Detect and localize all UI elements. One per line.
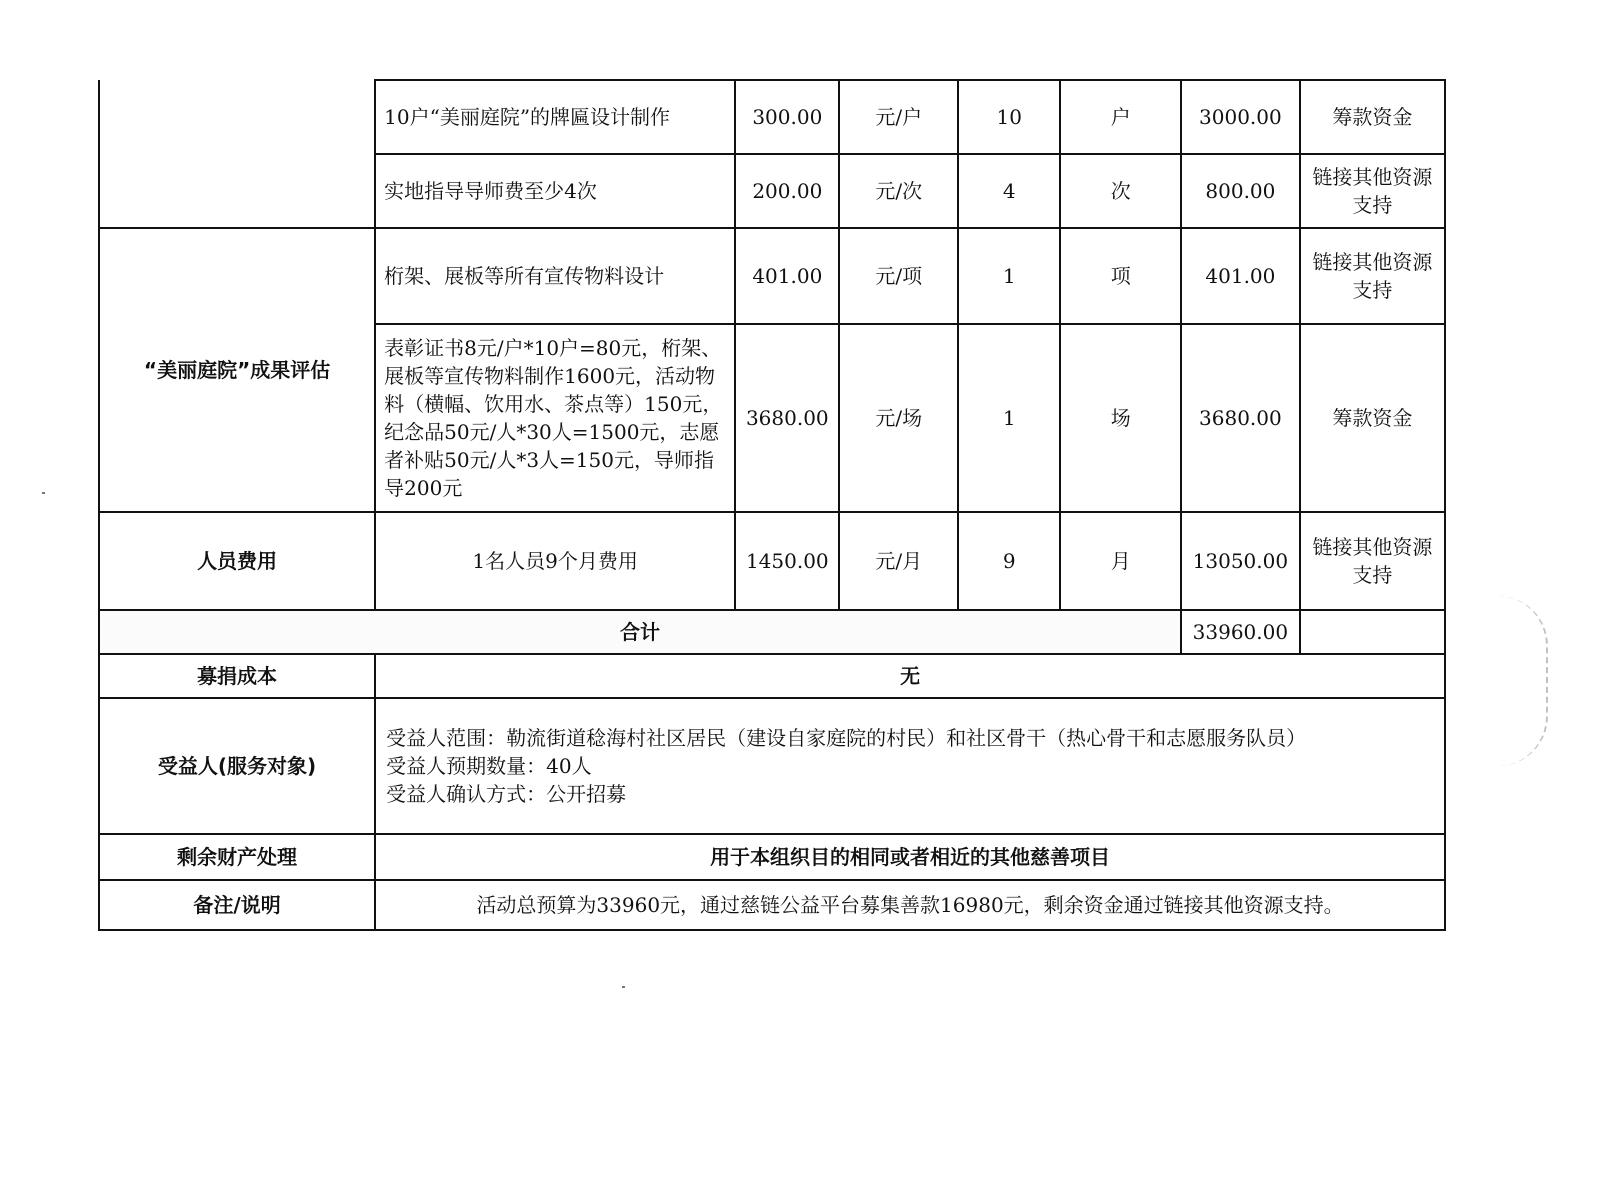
- unit-price-cell: 元/场: [839, 324, 958, 512]
- unit-cell: 户: [1060, 80, 1181, 154]
- source-cell: 链接其他资源支持: [1300, 228, 1445, 324]
- budget-table: [98, 79, 1446, 931]
- fundraising-cost-value: 无: [375, 654, 1445, 698]
- item-cell: 1名人员9个月费用: [375, 512, 735, 610]
- item-cell: 10户“美丽庭院”的牌匾设计制作: [375, 80, 735, 154]
- category-cell: “美丽庭院”成果评估: [99, 228, 375, 512]
- notes-value: 活动总预算为33960元，通过慈链公益平台募集善款16980元，剩余资金通过链接其他资源支持。: [375, 880, 1445, 930]
- price-cell: 200.00: [735, 154, 839, 228]
- beneficiary-scope: 受益人范围：勒流街道稔海村社区居民（建设自家庭院的村民）和社区骨干（热心骨干和志愿服务队员）: [386, 726, 1307, 750]
- unit-price-cell: 元/户: [839, 80, 958, 154]
- notes-row: [99, 880, 1445, 930]
- surplus-label: 剩余财产处理: [99, 834, 375, 880]
- item-cell: 实地指导导师费至少4次: [375, 154, 735, 228]
- qty-cell: 1: [958, 324, 1060, 512]
- beneficiaries-label: 受益人(服务对象): [99, 698, 375, 834]
- amount-cell: 13050.00: [1181, 512, 1300, 610]
- total-amount: 33960.00: [1181, 610, 1300, 654]
- table-row: [99, 512, 1445, 610]
- beneficiaries-content: [375, 698, 1445, 834]
- unit-cell: 月: [1060, 512, 1181, 610]
- qty-cell: 4: [958, 154, 1060, 228]
- qty-cell: 10: [958, 80, 1060, 154]
- unit-cell: 项: [1060, 228, 1181, 324]
- price-cell: 401.00: [735, 228, 839, 324]
- unit-price-cell: 元/次: [839, 154, 958, 228]
- source-cell: 筹款资金: [1300, 80, 1445, 154]
- item-cell: 表彰证书8元/户*10户=80元，桁架、展板等宣传物料制作1600元，活动物料（横幅、饮用水、茶点等）150元，纪念品50元/人*30人=1500元，志愿者补贴50元/人*3人=150元，导师指导200元: [375, 324, 735, 512]
- unit-cell: 次: [1060, 154, 1181, 228]
- surplus-row: [99, 834, 1445, 880]
- category-cell: 人员费用: [99, 512, 375, 610]
- fundraising-cost-label: 募捐成本: [99, 654, 375, 698]
- beneficiary-confirm-method: 受益人确认方式：公开招募: [386, 782, 627, 806]
- partial-seal-mark: [1498, 596, 1548, 766]
- source-cell: 筹款资金: [1300, 324, 1445, 512]
- total-label: 合计: [99, 610, 1181, 654]
- scan-speck: [622, 986, 625, 988]
- qty-cell: 1: [958, 228, 1060, 324]
- notes-label: 备注/说明: [99, 880, 375, 930]
- item-cell: 桁架、展板等所有宣传物料设计: [375, 228, 735, 324]
- table-row: [99, 80, 1445, 154]
- unit-price-cell: 元/月: [839, 512, 958, 610]
- category-cell: [99, 80, 375, 228]
- total-blank-cell: [1300, 610, 1445, 654]
- source-cell: 链接其他资源支持: [1300, 512, 1445, 610]
- table-row: [99, 228, 1445, 324]
- total-row: [99, 610, 1445, 654]
- amount-cell: 800.00: [1181, 154, 1300, 228]
- amount-cell: 401.00: [1181, 228, 1300, 324]
- source-cell: 链接其他资源支持: [1300, 154, 1445, 228]
- fundraising-cost-row: [99, 654, 1445, 698]
- unit-cell: 场: [1060, 324, 1181, 512]
- price-cell: 300.00: [735, 80, 839, 154]
- amount-cell: 3680.00: [1181, 324, 1300, 512]
- scan-speck: [42, 492, 45, 494]
- unit-price-cell: 元/项: [839, 228, 958, 324]
- amount-cell: 3000.00: [1181, 80, 1300, 154]
- price-cell: 3680.00: [735, 324, 839, 512]
- surplus-value: 用于本组织目的相同或者相近的其他慈善项目: [375, 834, 1445, 880]
- beneficiaries-row: [99, 698, 1445, 834]
- price-cell: 1450.00: [735, 512, 839, 610]
- qty-cell: 9: [958, 512, 1060, 610]
- beneficiary-count: 受益人预期数量：40人: [386, 754, 592, 778]
